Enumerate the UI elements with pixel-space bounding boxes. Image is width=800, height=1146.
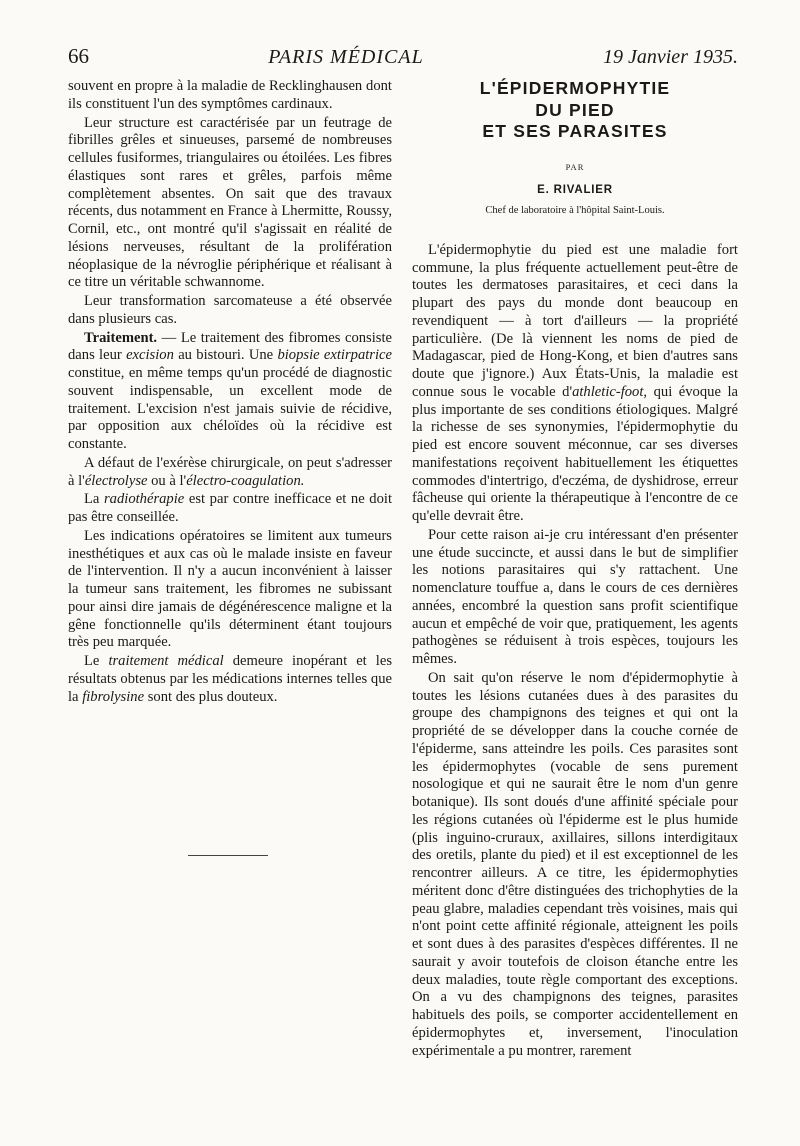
journal-title: PARIS MÉDICAL bbox=[268, 46, 424, 68]
emphasis-text: radiothérapie bbox=[104, 491, 185, 508]
text-run: ou à l' bbox=[147, 472, 187, 489]
article-title bbox=[412, 78, 738, 143]
text-run: L'épidermophytie du pied est une maladie fort commune, la plus fréquente actuellement peut-être de toutes les dermatoses parasitaires, et ceci dans la plupart des pays du monde dont beaucoup en revendiquent — à tort d'ailleurs — la propriété particulière. (De là viennent les noms de pied de Madagascar, pied de Hong-Kong, et bien d'autres sans doute que j'ignore.) Aux États-Unis, la maladie est connue sous le vocable d' bbox=[412, 241, 738, 400]
paragraph-intro bbox=[412, 242, 738, 526]
text-run: Le bbox=[84, 653, 109, 669]
text-run: est par contre inefficace et ne doit pas être conseillée. bbox=[68, 491, 393, 525]
running-head bbox=[68, 44, 738, 70]
paragraph-exerese bbox=[68, 455, 392, 491]
paragraph-continuation: souvent en propre à la maladie de Recklinghausen dont ils constituent l'un des symptômes cardinaux. bbox=[68, 78, 392, 112]
text-run: demeure inopérant et les résultats obtenus par les médications internes telles que la bbox=[68, 653, 393, 705]
text-run: constitue, en même temps qu'un procédé de diagnostic souvent indispensable, un excellent mode de traitement. L'excision n'est jamais suivie de récidive, par opposition aux chéloïdes où la récidive est constante. bbox=[68, 365, 392, 452]
paragraph-traitement bbox=[68, 330, 392, 454]
byline-par: PAR bbox=[565, 161, 585, 172]
title-line: ET SES PARASITES bbox=[482, 121, 668, 141]
paragraph-structure: Leur structure est caractérisée par un feutrage de fibrilles grêles et sinueuses, parsemé de nombreuses cellules fusiformes, triangulaires ou étoilées. Les fibres élastiques sont rares et grêles, parfois même complètement absentes. On sait que des travaux récents, dus notamment en France à Lhermitte, Roussy, Cornil, etc., ont montré qu'il s'agissait en réalité de lésions nerveuses, résultant de la prolifération néoplasique de la névroglie périphérique et réalisant à ce titre un véritable schwannome. bbox=[68, 114, 392, 291]
emphasis-text: fibrolysine bbox=[82, 688, 145, 705]
emphasis-text: excision bbox=[126, 347, 174, 364]
author-name: E. RIVALIER bbox=[537, 184, 613, 197]
left-column bbox=[68, 78, 392, 706]
section-heading-traitement: Traitement. bbox=[84, 329, 158, 346]
emphasis-text: biopsie extirpatrice bbox=[277, 347, 392, 364]
text-run: sont des plus douteux. bbox=[144, 688, 278, 705]
emphasis-text: traitement médical bbox=[108, 653, 224, 669]
text-run: — Le traitement des fibromes consiste dans leur bbox=[68, 329, 392, 364]
paragraph-definition: On sait qu'on réserve le nom d'épidermophytie à toutes les lésions cutanées dues à des parasites du groupe des champignons des teignes et qui ont la propriété de se développer dans la couche cornée de l'épiderme, sans atteindre les poils. Ces parasites sont les épidermophytes (vocable de sens purement nosologique et qui ne saurait être le nom d'un genre botanique). Ils sont doués d'une affinité spéciale pour les régions cutanées où l'épiderme est le plus humide (plis inguino-cruraux, axillaires, sillons interdigitaux des oretils, plante du pied) et il est exceptionnel de les rencontrer ailleurs. A ce titre, les épidermophyties méritent donc d'être distinguées des trichophyties de la peau glabre, maladies cependant très voisines, mais qui n'ont point cette affinité régionale, atteignent les poils et sont dues à des parasites d'espèces différentes. Il ne saurait y avoir toutefois de cloison étanche entre les deux maladies, toute règle comportant des exceptions. On a vu des champignons des teignes, parasites habituels des poils, se comporter accidentellement en épidermophytes et, inversement, l'inoculation expérimentale a pu montrer, rarement bbox=[412, 669, 738, 1059]
paragraph-traitement-medical bbox=[68, 653, 392, 706]
paragraph-indications: Les indications opératoires se limitent aux tumeurs inesthétiques et aux cas où le malade insiste en faveur de l'intervention. Il n'y a aucun inconvénient à laisser la tumeur sans traitement, les fibromes ne subissant pour ainsi dire jamais de dégénérescence maligne et la gêne fonctionnelle qu'ils déterminent étant toujours très peu marquée. bbox=[68, 527, 392, 651]
emphasis-text: électro-coagulation. bbox=[186, 472, 305, 489]
text-run: A défaut de l'exérèse chirurgicale, on peut s'adresser à l' bbox=[68, 454, 392, 489]
author-affiliation: Chef de laboratoire à l'hôpital Saint-Louis. bbox=[485, 205, 665, 216]
issue-date: 19 Janvier 1935. bbox=[603, 46, 738, 68]
text-run: au bistouri. Une bbox=[173, 347, 278, 364]
paragraph-radiotherapie bbox=[68, 491, 392, 527]
article-separator-rule bbox=[188, 855, 268, 856]
text-run: , qui évoque la plus importante de ses conditions étiologiques. Malgré la richesse de ses synonymies, l'épidermophytie du pied est encore souvent méconnue, car ses diverses manifestations reçoivent habituellement les étiquettes commodes d'intertrigo, d'eczéma, de dyshidrose, erreur fâcheuse qui oriente la thérapeutique à l'encontre de ce qu'elle devrait être. bbox=[412, 383, 738, 524]
title-line: L'ÉPIDERMOPHYTIE bbox=[479, 78, 671, 98]
emphasis-text: électrolyse bbox=[84, 472, 148, 489]
right-column bbox=[412, 78, 738, 1060]
text-run: La bbox=[84, 491, 104, 508]
paragraph-transformation: Leur transformation sarcomateuse a été observée dans plusieurs cas. bbox=[68, 293, 392, 327]
paragraph-purpose: Pour cette raison ai-je cru intéressant d'en présenter une étude succincte, et aussi dans le but de simplifier les notions parasitaires qui s'y rattachent. Une nomenclature touffue a, dans le cours de ces dernières années, encombré la question sans profit scientifique aucun et empêché de voir que, pratiquement, les agents pathogènes se réduisent à trois espèces, toujours les mêmes. bbox=[412, 526, 738, 667]
page-number: 66 bbox=[68, 44, 89, 68]
emphasis-text: athletic-foot bbox=[572, 383, 644, 400]
title-line: DU PIED bbox=[535, 99, 615, 120]
